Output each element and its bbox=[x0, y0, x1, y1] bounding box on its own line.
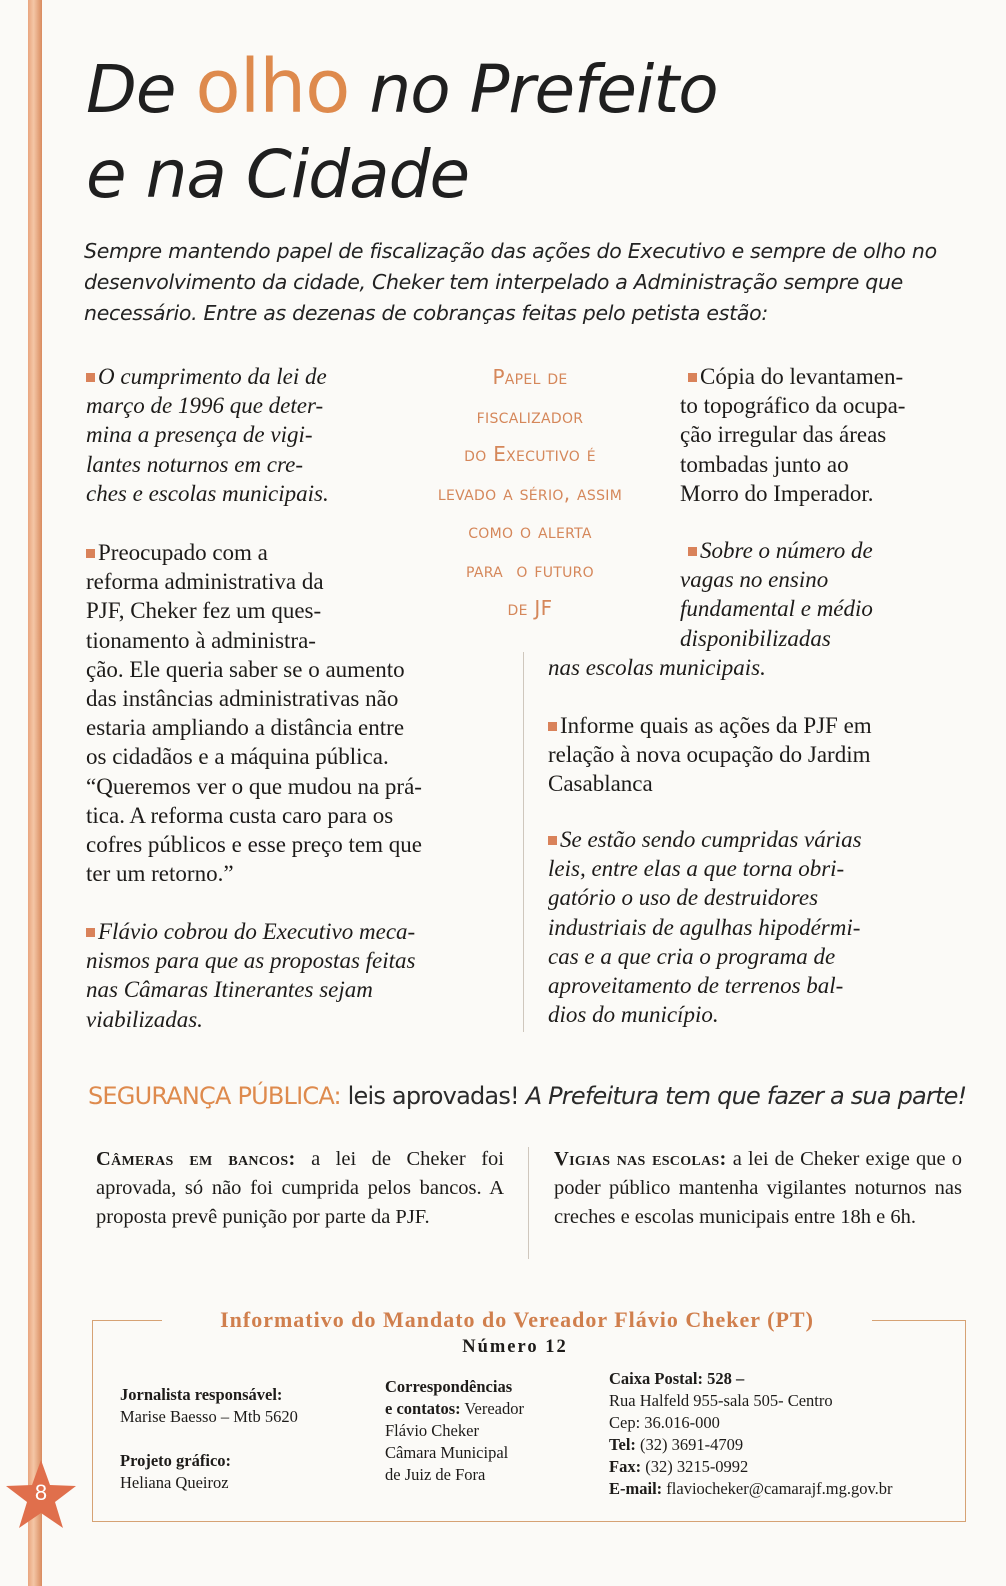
bullet-icon bbox=[86, 549, 95, 558]
bullet-icon bbox=[548, 836, 557, 845]
title-part1: De bbox=[86, 51, 176, 128]
bullet-icon bbox=[86, 373, 95, 382]
security-heading: SEGURANÇA PÚBLICA: leis aprovadas! A Prefeitura tem que fazer a sua parte! bbox=[88, 1082, 967, 1110]
credits-col-1: Jornalista responsável: Marise Baesso – Mtb 5620 Projeto gráfico: Heliana Queiroz bbox=[120, 1385, 298, 1492]
right-item-3: Informe quais as ações da PJF em relação à nova ocupação do Jardim Casablanca bbox=[548, 713, 872, 797]
page-side-bar bbox=[28, 0, 42, 1586]
column-divider bbox=[523, 652, 524, 1032]
bullet-icon bbox=[688, 547, 697, 556]
security-divider bbox=[528, 1147, 529, 1259]
pull-quote: Papel de fiscalizador do Executivo é levado a sério, assim como o alerta para o futuro de JF bbox=[437, 365, 623, 620]
guards-label: Vigias nas escolas: bbox=[554, 1148, 727, 1170]
left-item-3: Flávio cobrou do Executivo meca- nismos para que as propostas feitas nas Câmaras Itinerantes sejam viabilizadas. bbox=[86, 919, 416, 1032]
title-highlight: olho bbox=[195, 44, 350, 130]
left-item-2: Preocupado com a reforma administrativa da PJF, Cheker fez um ques- tionamento à administra- ção. Ele queria saber se o aumento das instâncias administrativas não estaria ampliando a distância entre os cidadãos e a máquina pública. “Queremos ver o que mudou na prá- tica. A reforma custa caro para os cofres públicos e esse preço tem que ter um retorno.” bbox=[86, 540, 422, 887]
left-item-1: O cumprimento da lei de março de 1996 que deter- mina a presença de vigi- lantes noturnos em cre- ches e escolas municipais. bbox=[86, 364, 329, 506]
page-title-line2: e na Cidade bbox=[86, 136, 470, 213]
security-guards: Vigias nas escolas: a lei de Cheker exige que o poder público mantenha vigilantes noturnos nas creches e escolas municipais entre 18h e 6h. bbox=[554, 1148, 962, 1229]
cameras-label: Câmeras em bancos: bbox=[96, 1148, 296, 1170]
bullet-icon bbox=[548, 722, 557, 731]
credits-col-3: Caixa Postal: 528 – Rua Halfeld 955-sala 505- Centro Cep: 36.016-000 Tel: (32) 3691-4709 Fax: (32) 3215-0992 E-mail: flaviocheker@camarajf.mg.gov.br bbox=[609, 1369, 893, 1498]
intro-paragraph: Sempre mantendo papel de fiscalização das ações do Executivo e sempre de olho no desenvolvimento da cidade, Cheker tem interpelado a Administração sempre que necessário. Entre as dezenas de cobranças feitas pelo petista estão: bbox=[84, 239, 937, 325]
bullet-icon bbox=[688, 373, 697, 382]
email-link[interactable]: flaviocheker@camarajf.mg.gov.br bbox=[662, 1479, 893, 1498]
credits-col-2: Correspondências e contatos: Vereador Flávio Cheker Câmara Municipal de Juiz de Fora bbox=[385, 1377, 524, 1484]
right-item-4: Se estão sendo cumpridas várias leis, entre elas a que torna obri- gatório o uso de destruidores industriais de agulhas hipodérmi- cas e a que cria o programa de aproveitamento de terrenos bal- dios do município. bbox=[548, 827, 862, 1028]
title-part2: no Prefeito bbox=[369, 51, 718, 128]
security-cameras: Câmeras em bancos: a lei de Cheker foi aprovada, só não foi cumprida pelos bancos. A proposta prevê punição por parte da PJF. bbox=[96, 1148, 504, 1229]
right-item-2: Sobre o número de vagas no ensino fundamental e médio disponibilizadas nas escolas municipais. bbox=[548, 538, 873, 680]
right-item-1: Cópia do levantamen- to topográfico da ocupa- ção irregular das áreas tombadas junto ao Morro do Imperador. bbox=[680, 364, 906, 506]
page-number: 8 bbox=[34, 1480, 48, 1505]
issue-number: Número 12 bbox=[462, 1337, 568, 1357]
bullet-icon bbox=[86, 928, 95, 937]
page-title bbox=[86, 44, 718, 130]
newsletter-title: Informativo do Mandato do Vereador Flávio Cheker (PT) bbox=[162, 1307, 872, 1333]
